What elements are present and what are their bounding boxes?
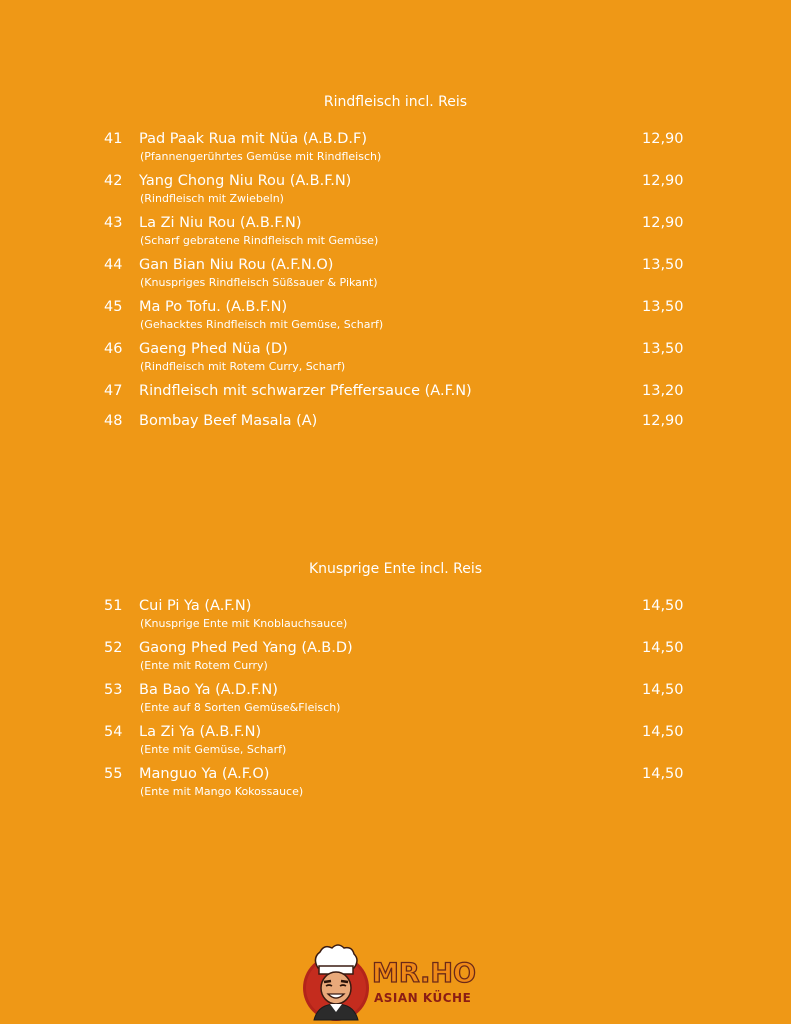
item-description: (Scharf gebratene Rindfleisch mit Gemüse) xyxy=(140,234,379,247)
item-name: Gan Bian Niu Rou (A.F.N.O) xyxy=(139,257,334,273)
item-price: 12,90 xyxy=(642,215,684,231)
item-description: (Knusprige Ente mit Knoblauchsauce) xyxy=(140,617,348,630)
section-title-rindfleisch: Rindfleisch incl. Reis xyxy=(323,94,468,110)
restaurant-logo xyxy=(298,942,488,1022)
item-price: 14,50 xyxy=(642,682,684,698)
section-title-ente: Knusprige Ente incl. Reis xyxy=(308,561,483,577)
item-price: 14,50 xyxy=(642,598,684,614)
item-name: Rindfleisch mit schwarzer Pfeffersauce (A.F.N) xyxy=(139,383,472,399)
item-description: (Rindfleisch mit Zwiebeln) xyxy=(140,192,284,205)
item-price: 12,90 xyxy=(642,173,684,189)
item-name: La Zi Ya (A.B.F.N) xyxy=(139,724,262,740)
item-number: 43 xyxy=(104,215,123,231)
item-number: 42 xyxy=(104,173,123,189)
item-description: (Ente auf 8 Sorten Gemüse&Fleisch) xyxy=(140,701,341,714)
logo-brand-name: MR.HO xyxy=(372,958,476,989)
item-price: 12,90 xyxy=(642,131,684,147)
item-description: (Ente mit Mango Kokossauce) xyxy=(140,785,304,798)
item-description: (Ente mit Rotem Curry) xyxy=(140,659,268,672)
item-price: 13,50 xyxy=(642,257,684,273)
chef-mascot-icon xyxy=(298,942,374,1022)
item-price: 13,20 xyxy=(642,383,684,399)
item-price: 12,90 xyxy=(642,413,684,429)
item-price: 13,50 xyxy=(642,299,684,315)
item-price: 13,50 xyxy=(642,341,684,357)
item-number: 46 xyxy=(104,341,123,357)
item-description: (Ente mit Gemüse, Scharf) xyxy=(140,743,287,756)
item-description: (Knuspriges Rindfleisch Süßsauer & Pikant) xyxy=(140,276,378,289)
item-name: Manguo Ya (A.F.O) xyxy=(139,766,270,782)
item-price: 14,50 xyxy=(642,724,684,740)
item-price: 14,50 xyxy=(642,766,684,782)
item-number: 53 xyxy=(104,682,123,698)
item-number: 55 xyxy=(104,766,123,782)
item-number: 45 xyxy=(104,299,123,315)
item-name: Ba Bao Ya (A.D.F.N) xyxy=(139,682,278,698)
item-name: La Zi Niu Rou (A.B.F.N) xyxy=(139,215,302,231)
item-number: 41 xyxy=(104,131,123,147)
item-description: (Pfannengerührtes Gemüse mit Rindfleisch) xyxy=(140,150,382,163)
item-name: Yang Chong Niu Rou (A.B.F.N) xyxy=(139,173,352,189)
logo-tagline: ASIAN KÜCHE xyxy=(374,991,472,1005)
item-description: (Rindfleisch mit Rotem Curry, Scharf) xyxy=(140,360,346,373)
item-name: Cui Pi Ya (A.F.N) xyxy=(139,598,252,614)
item-name: Bombay Beef Masala (A) xyxy=(139,413,318,429)
item-number: 48 xyxy=(104,413,123,429)
item-name: Pad Paak Rua mit Nüa (A.B.D.F) xyxy=(139,131,368,147)
item-number: 44 xyxy=(104,257,123,273)
item-number: 47 xyxy=(104,383,123,399)
item-price: 14,50 xyxy=(642,640,684,656)
item-name: Ma Po Tofu. (A.B.F.N) xyxy=(139,299,288,315)
item-description: (Gehacktes Rindfleisch mit Gemüse, Scharf) xyxy=(140,318,384,331)
item-name: Gaeng Phed Nüa (D) xyxy=(139,341,288,357)
item-number: 54 xyxy=(104,724,123,740)
item-name: Gaong Phed Ped Yang (A.B.D) xyxy=(139,640,353,656)
item-number: 52 xyxy=(104,640,123,656)
item-number: 51 xyxy=(104,598,123,614)
